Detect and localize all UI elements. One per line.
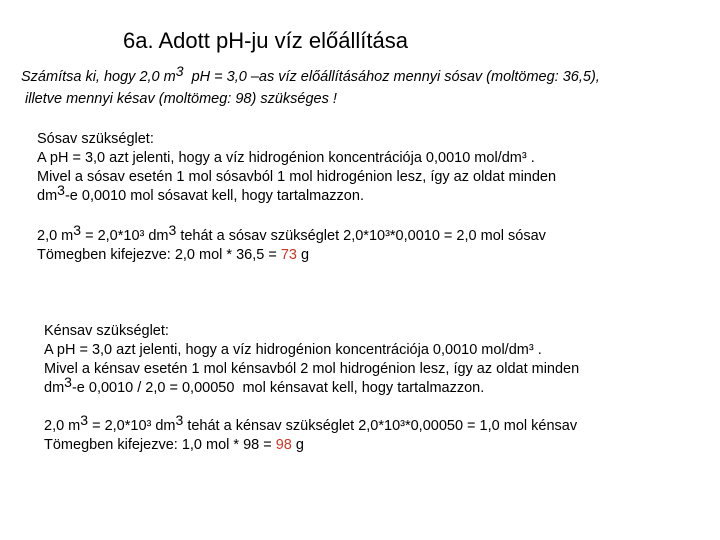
task-line-2: illetve mennyi késav (moltömeg: 98) szükséges ! (25, 91, 337, 107)
task-statement (21, 63, 600, 110)
h2so4-line-3: dm3-e 0,0010 / 2,0 = 0,00050 mol kénsavat kell, hogy tartalmazzon. (44, 374, 485, 396)
hcl-mass-line: Tömegben kifejezve: 2,0 mol * 36,5 = 73 g (37, 247, 310, 263)
h2so4-line-2: Mivel a kénsav esetén 1 mol kénsavból 2 mol hidrogénion lesz, így az oldat minden (44, 361, 580, 377)
hcl-line-1: A pH = 3,0 azt jelenti, hogy a víz hidrogénion koncentrációja 0,0010 mol/dm³ . (37, 150, 535, 166)
h2so4-mass-result: 98 (275, 437, 292, 453)
page-title: 6a. Adott pH-ju víz előállítása (123, 28, 408, 53)
hcl-line-3: dm3-e 0,0010 mol sósavat kell, hogy tartalmazzon. (37, 182, 364, 204)
h2so4-requirement-section (44, 322, 579, 398)
hcl-calculation-section (37, 222, 546, 265)
h2so4-line-1: A pH = 3,0 azt jelenti, hogy a víz hidrogénion koncentrációja 0,0010 mol/dm³ . (44, 342, 542, 358)
h2so4-mass-line: Tömegben kifejezve: 1,0 mol * 98 = 98 g (44, 437, 304, 453)
hcl-line-2: Mivel a sósav esetén 1 mol sósavból 1 mol hidrogénion lesz, így az oldat minden (37, 169, 557, 185)
h2so4-calculation-section (44, 412, 578, 455)
task-line-1: Számítsa ki, hogy 2,0 m3 pH = 3,0 –as víz előállításához mennyi sósav (moltömeg: 36,5), (21, 63, 600, 85)
hcl-calc-line: 2,0 m3 = 2,0*10³ dm3 tehát a sósav szükséglet 2,0*10³*0,0010 = 2,0 mol sósav (37, 222, 546, 244)
hcl-heading: Sósav szükséglet: (37, 131, 154, 147)
hcl-requirement-section (37, 130, 556, 206)
h2so4-heading: Kénsav szükséglet: (44, 323, 169, 339)
h2so4-calc-line: 2,0 m3 = 2,0*10³ dm3 tehát a kénsav szükséglet 2,0*10³*0,00050 = 1,0 mol kénsav (44, 412, 578, 434)
hcl-mass-result: 73 (280, 247, 297, 263)
